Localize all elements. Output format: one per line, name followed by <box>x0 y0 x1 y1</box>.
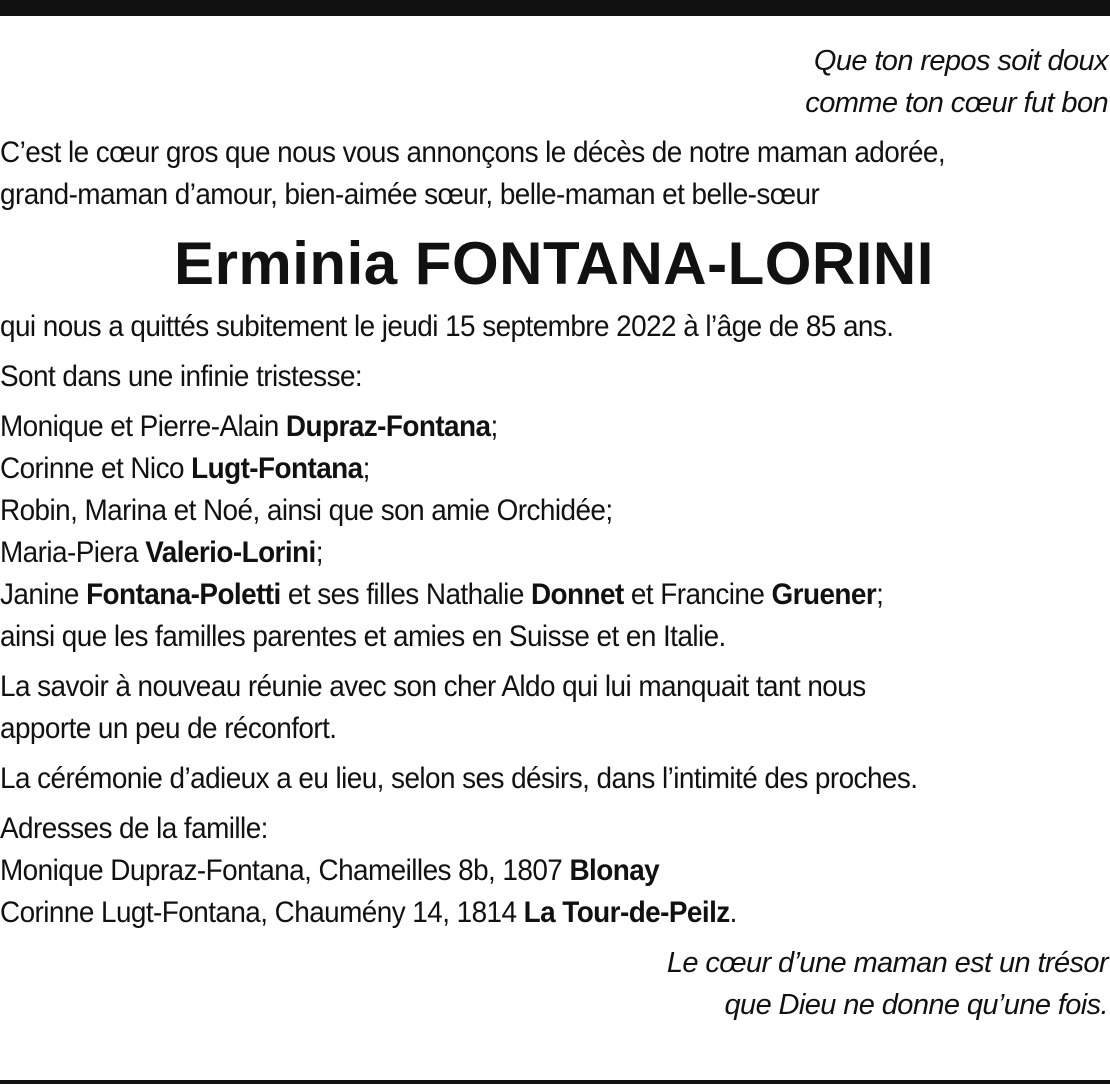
comfort-paragraph <box>0 666 1108 750</box>
family-name: Gruener <box>771 578 877 611</box>
intro-line-2: grand-maman d’amour, bien-aimée sœur, belle-maman et belle-sœur <box>0 178 820 211</box>
closing-line-1: Le cœur d’une maman est un trésor <box>666 947 1108 979</box>
intro-paragraph <box>0 132 1108 216</box>
family-name: Fontana-Poletti <box>86 578 281 611</box>
mourners-heading: Sont dans une infinie tristesse: <box>0 360 363 393</box>
address-line: Monique Dupraz-Fontana, Chameilles 8b, 1807 Blonay <box>0 854 660 887</box>
deceased-name: Erminia FONTANA-LORINI <box>174 230 934 297</box>
mourner-line: Maria-Piera Valerio-Lorini; <box>0 536 323 569</box>
intro-line-1: C’est le cœur gros que nous vous annonçons le décès de notre maman adorée, <box>0 136 946 169</box>
mourner-line: Robin, Marina et Noé, ainsi que son amie Orchidée; <box>0 494 613 527</box>
mourner-line: ainsi que les familles parentes et amies en Suisse et en Italie. <box>0 620 726 653</box>
mourner-line: Corinne et Nico Lugt-Fontana; <box>0 452 370 485</box>
top-rule <box>0 0 1110 16</box>
family-addresses <box>0 808 1108 934</box>
family-name: Lugt-Fontana <box>191 452 363 485</box>
mourner-line: Janine Fontana-Poletti et ses filles Nathalie Donnet et Francine Gruener; <box>0 578 884 611</box>
family-name: Valerio-Lorini <box>145 536 316 569</box>
address-line: Corinne Lugt-Fontana, Chaumény 14, 1814 La Tour-de-Peilz. <box>0 896 737 929</box>
comfort-line-1: La savoir à nouveau réunie avec son cher Aldo qui lui manquait tant nous <box>0 670 866 703</box>
ceremony-text: La cérémonie d’adieux a eu lieu, selon ses désirs, dans l’intimité des proches. <box>0 762 918 795</box>
epigraph-line-2: comme ton cœur fut bon <box>805 87 1108 119</box>
epigraph <box>0 40 1108 124</box>
comfort-line-2: apporte un peu de réconfort. <box>0 712 337 745</box>
closing-line-2: que Dieu ne donne qu’une fois. <box>724 989 1108 1021</box>
closing-quote <box>0 942 1108 1026</box>
epigraph-line-1: Que ton repos soit doux <box>813 45 1108 77</box>
addresses-heading: Adresses de la famille: <box>0 812 268 845</box>
mourner-line: Monique et Pierre-Alain Dupraz-Fontana; <box>0 410 498 443</box>
mourners-list <box>0 406 1108 658</box>
death-notice: qui nous a quittés subitement le jeudi 15 septembre 2022 à l’âge de 85 ans. <box>0 310 894 343</box>
family-name: Dupraz-Fontana <box>285 410 491 443</box>
bottom-rule <box>0 1080 1110 1084</box>
city-name: La Tour-de-Peilz <box>523 896 730 929</box>
family-name: Donnet <box>530 578 624 611</box>
city-name: Blonay <box>569 854 660 887</box>
obituary-notice <box>0 40 1108 1026</box>
